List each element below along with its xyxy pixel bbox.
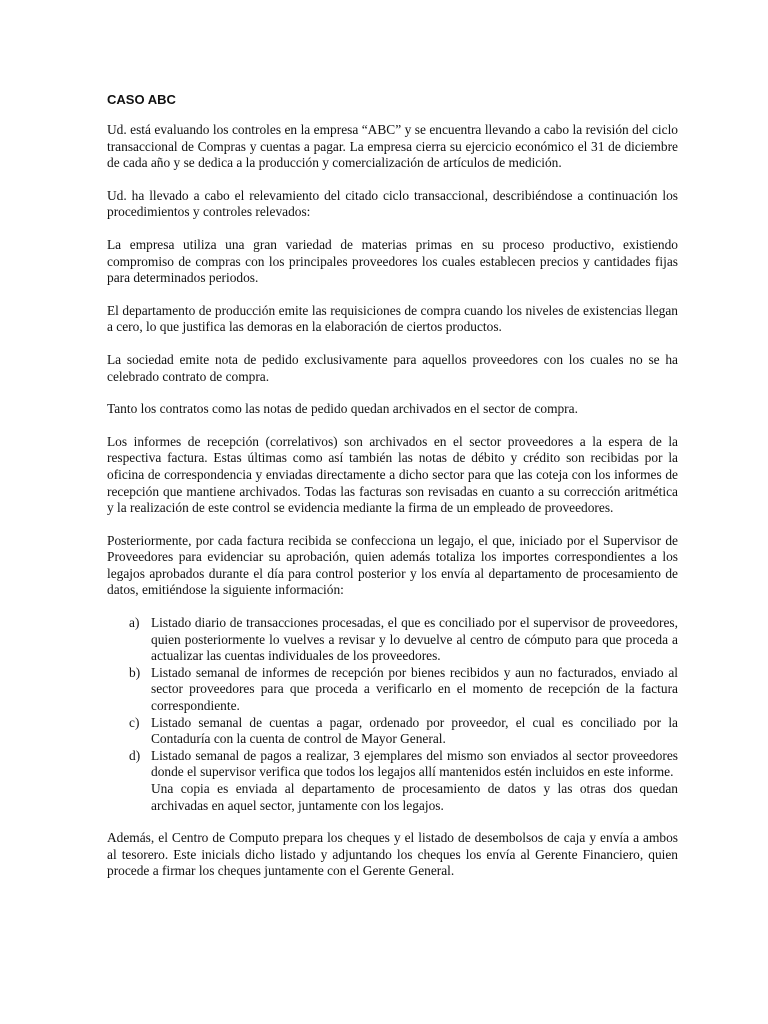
paragraph-reception: Los informes de recepción (correlativos) son archivados en el sector proveedores a la espera de la respectiva factura. Estas últimas como así también las notas de débito y crédito son recibidas por la oficina de correspondencia y enviadas directamente a dicho sector para que las coteja con los informes de recepción que mantiene archivados. Todas las facturas son revisadas en cuanto a su corrección aritmética y la realización de este control se evidencia mediante la firma de un empleado de proveedores. — [107, 433, 678, 516]
paragraph-archive: Tanto los contratos como las notas de pedido quedan archivados en el sector de compra. — [107, 401, 578, 417]
paragraph-purchase-order: La sociedad emite nota de pedido exclusivamente para aquellos proveedores con los cuales no se ha celebrado contrato de compra. — [107, 351, 678, 384]
list-item — [129, 715, 678, 748]
paragraph-closing: Además, el Centro de Computo prepara los cheques y el listado de desembolsos de caja y envía a ambos al tesorero. Este inicials dicho listado y adjuntando los cheques los envía al Gerente Financiero, quien procede a firmar los cheques juntamente con el Gerente General. — [107, 830, 678, 879]
list-item-text: Listado semanal de informes de recepción por bienes recibidos y aun no facturados, enviado al sector proveedores para que proceda a verificarlo en el momento de recepción de la factura correspondiente. — [151, 664, 678, 714]
list-item-text: Listado semanal de cuentas a pagar, ordenado por proveedor, el cual es conciliado por la Contaduría con la cuenta de control de Mayor General. — [151, 714, 678, 747]
list-item-marker: a) — [129, 615, 140, 631]
paragraph-survey: Ud. ha llevado a cabo el relevamiento del citado ciclo transaccional, describiéndose a continuación los procedimientos y controles relevados: — [107, 187, 678, 220]
list-item-text: Listado semanal de pagos a realizar, 3 ejemplares del mismo son enviados al sector proveedores donde el supervisor verifica que todos los legajos allí mantenidos estén incluidos en este informe. — [151, 747, 678, 780]
document-page — [107, 92, 678, 880]
paragraph-file-process: Posteriormente, por cada factura recibida se confecciona un legajo, el que, iniciado por el Supervisor de Proveedores para evidenciar su aprobación, quien además totaliza los importes correspondientes a los legajos aprobados durante el día para control posterior y los envía al departamento de procesamiento de datos, emitiéndose la siguiente información: — [107, 532, 678, 598]
list-item-text: Listado diario de transacciones procesadas, el que es conciliado por el supervisor de proveedores, quien posteriormente lo vuelves a revisar y lo devuelve al centro de cómputo para que proceda a actualizar las cuentas individuales de los proveedores. — [151, 615, 678, 664]
report-list — [107, 615, 678, 814]
list-item-marker: b) — [129, 664, 141, 680]
paragraph-intro: Ud. está evaluando los controles en la empresa “ABC” y se encuentra llevando a cabo la revisión del ciclo transaccional de Compras y cuentas a pagar. La empresa cierra su ejercicio económico el 31 de diciembre de cada año y se dedica a la producción y comercialización de artículos de medición. — [107, 122, 678, 171]
paragraph-production: El departamento de producción emite las requisiciones de compra cuando los niveles de existencias llegan a cero, lo que justifica las demoras en la elaboración de ciertos productos. — [107, 302, 678, 335]
list-item-marker: d) — [129, 747, 141, 763]
list-item-marker: c) — [129, 714, 140, 730]
list-item-extra-text: Una copia es enviada al departamento de procesamiento de datos y las otras dos quedan archivadas en aquel sector, juntamente con los legajos. — [151, 781, 678, 813]
paragraph-raw-materials: La empresa utiliza una gran variedad de materias primas en su proceso productivo, existiendo compromiso de compras con los principales proveedores los cuales establecen precios y cantidades fijas para determinados periodos. — [107, 236, 678, 286]
list-item — [129, 748, 678, 814]
list-item — [129, 615, 678, 665]
document-title: CASO ABC — [107, 92, 176, 107]
list-item — [129, 665, 678, 715]
